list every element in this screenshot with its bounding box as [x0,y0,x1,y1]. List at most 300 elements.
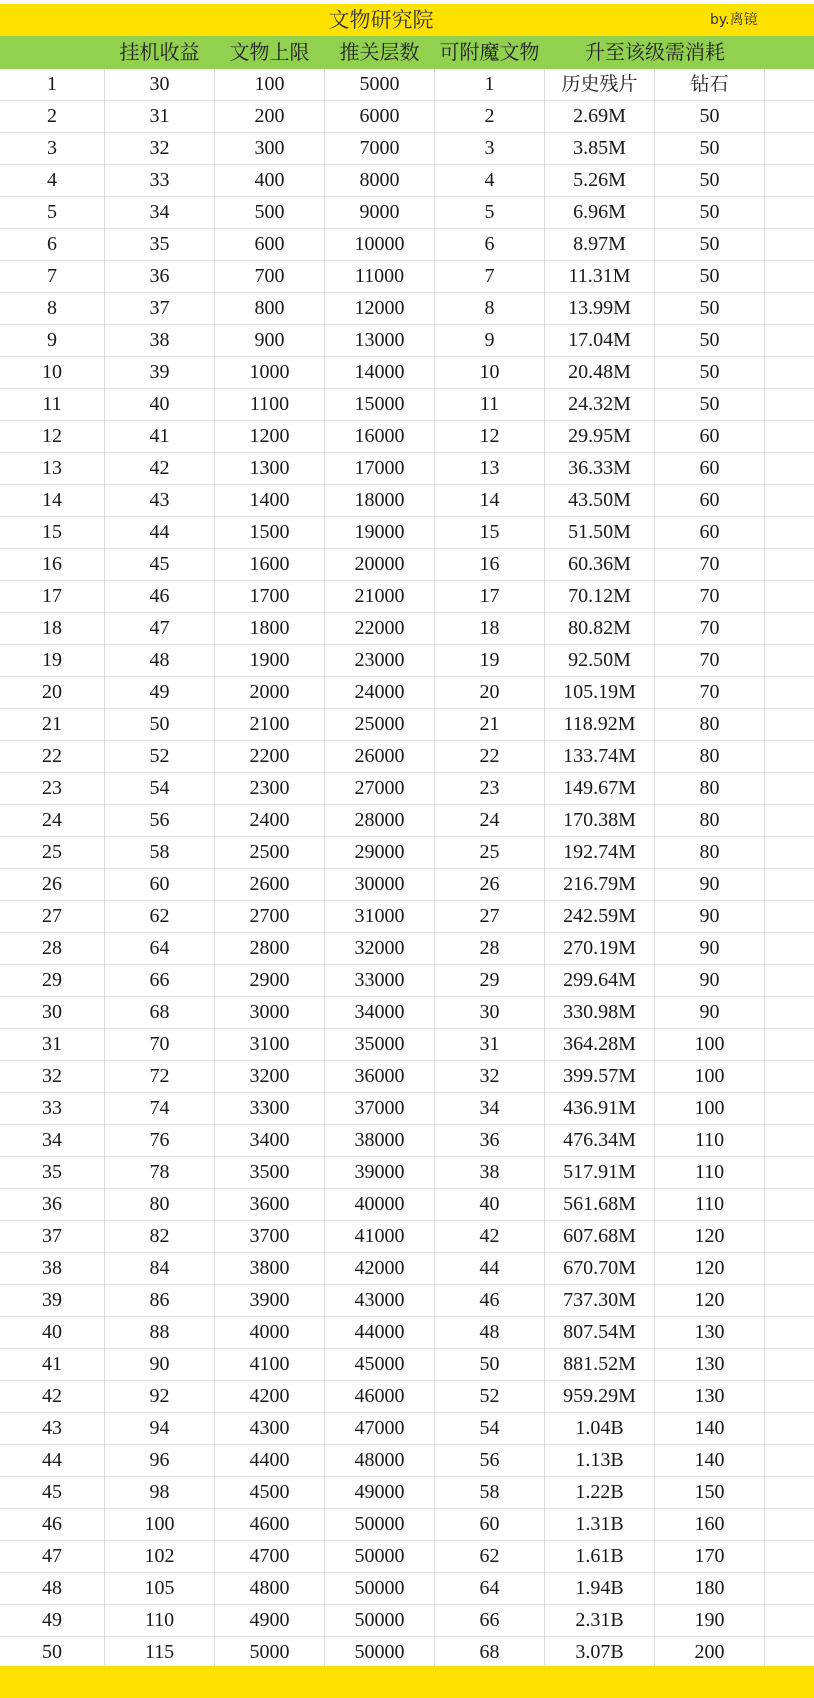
table-cell[interactable]: 190 [694,1609,725,1631]
table-cell[interactable]: 13 [42,457,62,479]
table-cell[interactable]: 80 [699,713,720,735]
table-cell[interactable]: 7 [47,265,57,287]
table-cell[interactable]: 10000 [354,233,405,255]
table-cell[interactable]: 21 [479,713,500,735]
table-cell[interactable]: 41 [42,1353,62,1375]
table-cell[interactable]: 40 [149,393,170,415]
table-cell[interactable]: 14 [42,489,62,511]
table-cell[interactable]: 5 [484,201,495,223]
table-cell[interactable]: 历史残片 [561,73,638,95]
table-cell[interactable]: 18 [479,617,500,639]
table-cell[interactable]: 36 [149,265,170,287]
table-cell[interactable]: 6000 [359,105,400,127]
table-cell[interactable]: 30 [149,73,170,95]
table-cell[interactable]: 807.54M [563,1321,636,1343]
table-cell[interactable]: 17.04M [568,329,631,351]
table-cell[interactable]: 36 [479,1129,500,1151]
table-cell[interactable]: 31 [149,105,170,127]
table-cell[interactable]: 50 [699,265,720,287]
table-cell[interactable]: 330.98M [563,1001,636,1023]
table-cell[interactable]: 15 [42,521,62,543]
table-cell[interactable]: 37 [149,297,170,319]
table-cell[interactable]: 364.28M [563,1033,636,1055]
table-cell[interactable]: 51.50M [568,521,631,543]
table-cell[interactable]: 3.07B [575,1641,624,1663]
table-cell[interactable]: 25000 [354,713,405,735]
table-cell[interactable]: 58 [479,1481,500,1503]
table-cell[interactable]: 20.48M [568,361,631,383]
table-cell[interactable]: 881.52M [563,1353,636,1375]
table-cell[interactable]: 44 [479,1257,500,1279]
table-cell[interactable]: 44 [149,521,170,543]
table-cell[interactable]: 150 [694,1481,725,1503]
table-cell[interactable]: 50 [699,105,720,127]
table-cell[interactable]: 50 [699,393,720,415]
table-cell[interactable]: 2300 [249,777,290,799]
header-cell[interactable] [0,36,104,69]
table-cell[interactable]: 70 [699,617,720,639]
table-cell[interactable]: 62 [149,905,170,927]
table-cell[interactable]: 76 [149,1129,170,1151]
table-cell[interactable]: 40 [42,1321,62,1343]
header-cell[interactable]: 文物上限 [229,40,310,64]
table-cell[interactable]: 1.04B [575,1417,624,1439]
table-cell[interactable]: 70 [699,585,720,607]
table-cell[interactable]: 80.82M [568,617,631,639]
table-cell[interactable]: 1600 [249,553,290,575]
table-cell[interactable]: 140 [694,1449,725,1471]
table-cell[interactable]: 24000 [354,681,405,703]
table-cell[interactable]: 36000 [354,1065,405,1087]
table-cell[interactable]: 10 [42,361,62,383]
table-cell[interactable]: 1.61B [575,1545,624,1567]
table-cell[interactable]: 35000 [354,1033,405,1055]
table-cell[interactable]: 3.85M [573,137,626,159]
table-cell[interactable]: 170 [694,1545,725,1567]
table-cell[interactable]: 130 [694,1321,725,1343]
table-cell[interactable]: 105 [144,1577,175,1599]
table-cell[interactable]: 36.33M [568,457,631,479]
table-cell[interactable]: 66 [479,1609,500,1631]
table-cell[interactable]: 216.79M [563,873,636,895]
table-cell[interactable]: 2400 [249,809,290,831]
table-cell[interactable]: 1.94B [575,1577,624,1599]
table-cell[interactable]: 46 [149,585,170,607]
table-cell[interactable]: 钻石 [690,73,729,95]
table-cell[interactable]: 4700 [249,1545,290,1567]
table-cell[interactable]: 60 [699,489,720,511]
table-cell[interactable]: 42 [42,1385,62,1407]
table-cell[interactable]: 102 [144,1545,175,1567]
table-cell[interactable]: 24.32M [568,393,631,415]
table-cell[interactable]: 26 [479,873,500,895]
table-cell[interactable]: 11 [479,393,500,415]
table-cell[interactable]: 39 [149,361,170,383]
header-cell[interactable]: 推关层数 [339,40,420,64]
table-cell[interactable]: 13000 [354,329,405,351]
table-cell[interactable]: 959.29M [563,1385,636,1407]
table-cell[interactable]: 48 [479,1321,500,1343]
table-cell[interactable]: 14000 [354,361,405,383]
table-cell[interactable]: 120 [694,1225,725,1247]
table-cell[interactable]: 46 [479,1289,500,1311]
table-cell[interactable]: 37000 [354,1097,405,1119]
table-cell[interactable]: 46000 [354,1385,405,1407]
table-cell[interactable]: 4300 [249,1417,290,1439]
table-cell[interactable]: 2900 [249,969,290,991]
table-cell[interactable]: 38 [479,1161,500,1183]
table-cell[interactable]: 8 [484,297,495,319]
table-cell[interactable]: 50000 [354,1641,405,1663]
table-cell[interactable]: 4 [47,169,57,191]
table-cell[interactable]: 3900 [249,1289,290,1311]
table-cell[interactable]: 38000 [354,1129,405,1151]
table-cell[interactable]: 13.99M [568,297,631,319]
table-cell[interactable]: 20 [42,681,62,703]
table-cell[interactable]: 3300 [249,1097,290,1119]
table-cell[interactable]: 92 [149,1385,170,1407]
table-cell[interactable]: 30000 [354,873,405,895]
table-cell[interactable]: 19 [42,649,62,671]
table-cell[interactable]: 22 [479,745,500,767]
table-cell[interactable]: 47 [42,1545,62,1567]
table-cell[interactable]: 90 [699,937,720,959]
table-cell[interactable]: 1400 [249,489,290,511]
table-cell[interactable]: 31 [42,1033,62,1055]
table-cell[interactable]: 92.50M [568,649,631,671]
table-cell[interactable]: 80 [149,1193,170,1215]
table-cell[interactable]: 42 [149,457,170,479]
table-cell[interactable]: 47000 [354,1417,405,1439]
table-cell[interactable]: 12000 [354,297,405,319]
table-cell[interactable]: 50 [699,201,720,223]
table-cell[interactable]: 84 [149,1257,170,1279]
table-cell[interactable]: 23 [42,777,62,799]
table-cell[interactable]: 5000 [359,73,400,95]
table-cell[interactable]: 12 [479,425,500,447]
table-cell[interactable]: 60.36M [568,553,631,575]
table-cell[interactable]: 6 [484,233,495,255]
table-cell[interactable]: 48 [42,1577,62,1599]
table-cell[interactable]: 60 [699,425,720,447]
table-cell[interactable]: 299.64M [563,969,636,991]
table-cell[interactable]: 1.22B [575,1481,624,1503]
table-cell[interactable]: 1100 [249,393,290,415]
table-cell[interactable]: 98 [149,1481,170,1503]
table-cell[interactable]: 8 [47,297,57,319]
table-cell[interactable]: 1.31B [575,1513,624,1535]
table-cell[interactable]: 100 [694,1065,725,1087]
table-cell[interactable]: 5.26M [573,169,626,191]
table-cell[interactable]: 27 [42,905,62,927]
table-cell[interactable]: 476.34M [563,1129,636,1151]
table-cell[interactable]: 50 [699,361,720,383]
table-cell[interactable]: 33000 [354,969,405,991]
table-cell[interactable]: 133.74M [563,745,636,767]
table-cell[interactable]: 270.19M [563,937,636,959]
table-cell[interactable]: 39 [42,1289,62,1311]
table-cell[interactable]: 50000 [354,1609,405,1631]
table-cell[interactable]: 34000 [354,1001,405,1023]
table-cell[interactable]: 16000 [354,425,405,447]
table-cell[interactable]: 60 [479,1513,500,1535]
table-cell[interactable]: 23000 [354,649,405,671]
table-cell[interactable]: 105.19M [563,681,636,703]
table-cell[interactable]: 30 [42,1001,62,1023]
table-cell[interactable]: 47 [149,617,170,639]
table-cell[interactable]: 48 [149,649,170,671]
table-cell[interactable]: 41000 [354,1225,405,1247]
table-cell[interactable]: 32000 [354,937,405,959]
table-cell[interactable]: 32 [42,1065,62,1087]
table-cell[interactable]: 18000 [354,489,405,511]
table-cell[interactable]: 52 [479,1385,500,1407]
table-cell[interactable]: 70.12M [568,585,631,607]
table-cell[interactable]: 48000 [354,1449,405,1471]
table-cell[interactable]: 50 [149,713,170,735]
table-cell[interactable]: 25 [479,841,500,863]
table-cell[interactable]: 14 [479,489,500,511]
table-cell[interactable]: 32 [479,1065,500,1087]
table-cell[interactable]: 110 [694,1193,725,1215]
table-cell[interactable]: 600 [254,233,285,255]
table-cell[interactable]: 50 [42,1641,62,1663]
table-cell[interactable]: 80 [699,841,720,863]
table-cell[interactable]: 110 [694,1129,725,1151]
table-cell[interactable]: 49 [149,681,170,703]
table-cell[interactable]: 120 [694,1289,725,1311]
table-cell[interactable]: 60 [699,457,720,479]
table-cell[interactable]: 100 [144,1513,175,1535]
table-cell[interactable]: 42000 [354,1257,405,1279]
table-cell[interactable]: 50 [699,329,720,351]
table-cell[interactable]: 36 [42,1193,62,1215]
table-cell[interactable]: 42 [479,1225,500,1247]
table-cell[interactable]: 96 [149,1449,170,1471]
table-cell[interactable]: 50000 [354,1513,405,1535]
table-cell[interactable]: 4200 [249,1385,290,1407]
table-cell[interactable]: 5 [47,201,57,223]
table-cell[interactable]: 33 [42,1097,62,1119]
table-cell[interactable]: 517.91M [563,1161,636,1183]
table-cell[interactable]: 500 [254,201,285,223]
table-cell[interactable]: 22 [42,745,62,767]
table-cell[interactable]: 3 [484,137,495,159]
table-cell[interactable]: 8.97M [573,233,626,255]
table-cell[interactable]: 19000 [354,521,405,543]
table-cell[interactable]: 3200 [249,1065,290,1087]
table-cell[interactable]: 436.91M [563,1097,636,1119]
table-cell[interactable]: 4000 [249,1321,290,1343]
table-cell[interactable]: 90 [699,1001,720,1023]
table-cell[interactable]: 94 [149,1417,170,1439]
table-cell[interactable]: 19 [479,649,500,671]
table-cell[interactable]: 45 [149,553,170,575]
table-cell[interactable]: 80 [699,809,720,831]
table-cell[interactable]: 44000 [354,1321,405,1343]
table-cell[interactable]: 43 [149,489,170,511]
table-cell[interactable]: 31 [479,1033,500,1055]
table-cell[interactable]: 110 [144,1609,175,1631]
table-cell[interactable]: 1000 [249,361,290,383]
table-cell[interactable]: 34 [42,1129,62,1151]
table-cell[interactable]: 74 [149,1097,170,1119]
table-cell[interactable]: 56 [479,1449,500,1471]
table-cell[interactable]: 11 [42,393,62,415]
table-cell[interactable]: 44 [42,1449,62,1471]
table-cell[interactable]: 28 [42,937,62,959]
header-cell[interactable]: 挂机收益 [119,40,200,64]
table-cell[interactable]: 27000 [354,777,405,799]
header-cell[interactable]: 可附魔文物 [439,40,540,64]
table-cell[interactable]: 35 [42,1161,62,1183]
table-cell[interactable]: 140 [694,1417,725,1439]
table-cell[interactable]: 700 [254,265,285,287]
table-cell[interactable]: 3000 [249,1001,290,1023]
table-cell[interactable]: 28 [479,937,500,959]
table-cell[interactable]: 50000 [354,1577,405,1599]
table-cell[interactable]: 180 [694,1577,725,1599]
table-cell[interactable]: 2500 [249,841,290,863]
table-cell[interactable]: 3100 [249,1033,290,1055]
table-cell[interactable]: 4500 [249,1481,290,1503]
table-cell[interactable]: 2700 [249,905,290,927]
table-cell[interactable]: 3700 [249,1225,290,1247]
table-cell[interactable]: 28000 [354,809,405,831]
table-cell[interactable]: 11.31M [568,265,631,287]
table-cell[interactable]: 149.67M [563,777,636,799]
table-cell[interactable]: 1900 [249,649,290,671]
table-cell[interactable]: 50 [699,137,720,159]
table-cell[interactable]: 9 [484,329,495,351]
table-cell[interactable]: 90 [699,873,720,895]
table-cell[interactable]: 43 [42,1417,62,1439]
table-cell[interactable]: 80 [699,745,720,767]
table-cell[interactable]: 4400 [249,1449,290,1471]
table-cell[interactable]: 24 [479,809,500,831]
table-cell[interactable]: 12 [42,425,62,447]
table-cell[interactable]: 118.92M [563,713,636,735]
table-cell[interactable]: 7000 [359,137,400,159]
table-cell[interactable]: 4 [484,169,495,191]
table-cell[interactable]: 25 [42,841,62,863]
table-cell[interactable]: 60 [699,521,720,543]
table-cell[interactable]: 56 [149,809,170,831]
table-cell[interactable]: 170.38M [563,809,636,831]
table-cell[interactable]: 9000 [359,201,400,223]
table-cell[interactable]: 64 [479,1577,500,1599]
table-cell[interactable]: 33 [149,169,170,191]
table-cell[interactable]: 21 [42,713,62,735]
table-cell[interactable]: 2800 [249,937,290,959]
table-cell[interactable]: 27 [479,905,500,927]
table-cell[interactable]: 1300 [249,457,290,479]
table-cell[interactable]: 2100 [249,713,290,735]
table-cell[interactable]: 50 [479,1353,500,1375]
table-cell[interactable]: 31000 [354,905,405,927]
table-cell[interactable]: 4800 [249,1577,290,1599]
table-cell[interactable]: 72 [149,1065,170,1087]
table-cell[interactable]: 68 [149,1001,170,1023]
table-cell[interactable]: 86 [149,1289,170,1311]
table-cell[interactable]: 45 [42,1481,62,1503]
table-cell[interactable]: 38 [149,329,170,351]
table-cell[interactable]: 58 [149,841,170,863]
table-cell[interactable]: 39000 [354,1161,405,1183]
table-cell[interactable]: 1800 [249,617,290,639]
table-cell[interactable]: 200 [254,105,285,127]
table-cell[interactable]: 22000 [354,617,405,639]
table-cell[interactable]: 50 [699,233,720,255]
table-cell[interactable]: 41 [149,425,170,447]
table-cell[interactable]: 52 [149,745,170,767]
table-cell[interactable]: 2.31B [575,1609,624,1631]
table-cell[interactable]: 90 [149,1353,170,1375]
table-cell[interactable]: 20000 [354,553,405,575]
table-cell[interactable]: 70 [699,681,720,703]
table-cell[interactable]: 21000 [354,585,405,607]
table-cell[interactable]: 3400 [249,1129,290,1151]
table-cell[interactable]: 70 [699,649,720,671]
table-cell[interactable]: 29.95M [568,425,631,447]
table-cell[interactable]: 17000 [354,457,405,479]
table-cell[interactable]: 5000 [249,1641,290,1663]
table-cell[interactable]: 90 [699,969,720,991]
table-cell[interactable]: 130 [694,1353,725,1375]
table-cell[interactable]: 4600 [249,1513,290,1535]
table-cell[interactable]: 54 [479,1417,500,1439]
table-cell[interactable]: 3500 [249,1161,290,1183]
table-cell[interactable]: 78 [149,1161,170,1183]
table-cell[interactable]: 8000 [359,169,400,191]
table-cell[interactable]: 100 [694,1033,725,1055]
table-cell[interactable]: 2200 [249,745,290,767]
table-cell[interactable]: 115 [144,1641,175,1663]
table-cell[interactable]: 130 [694,1385,725,1407]
table-cell[interactable]: 29 [479,969,500,991]
table-cell[interactable]: 16 [479,553,500,575]
table-cell[interactable]: 16 [42,553,62,575]
table-cell[interactable]: 242.59M [563,905,636,927]
table-cell[interactable]: 54 [149,777,170,799]
table-cell[interactable]: 1700 [249,585,290,607]
table-cell[interactable]: 24 [42,809,62,831]
table-cell[interactable]: 64 [149,937,170,959]
table-cell[interactable]: 40000 [354,1193,405,1215]
table-cell[interactable]: 607.68M [563,1225,636,1247]
table-cell[interactable]: 200 [694,1641,725,1663]
table-cell[interactable]: 37 [42,1225,62,1247]
table-cell[interactable]: 100 [254,73,285,95]
table-cell[interactable]: 2000 [249,681,290,703]
table-cell[interactable]: 23 [479,777,500,799]
table-cell[interactable]: 737.30M [563,1289,636,1311]
table-cell[interactable]: 10 [479,361,500,383]
header-cell[interactable]: 升至该级需消耗 [585,40,725,64]
table-cell[interactable]: 26000 [354,745,405,767]
table-cell[interactable]: 60 [149,873,170,895]
table-cell[interactable]: 192.74M [563,841,636,863]
table-cell[interactable]: 45000 [354,1353,405,1375]
table-cell[interactable]: 29 [42,969,62,991]
table-cell[interactable]: 70 [699,553,720,575]
table-cell[interactable]: 2 [484,105,495,127]
table-cell[interactable]: 35 [149,233,170,255]
table-cell[interactable]: 34 [479,1097,500,1119]
table-cell[interactable]: 80 [699,777,720,799]
table-cell[interactable]: 70 [149,1033,170,1055]
table-cell[interactable]: 38 [42,1257,62,1279]
